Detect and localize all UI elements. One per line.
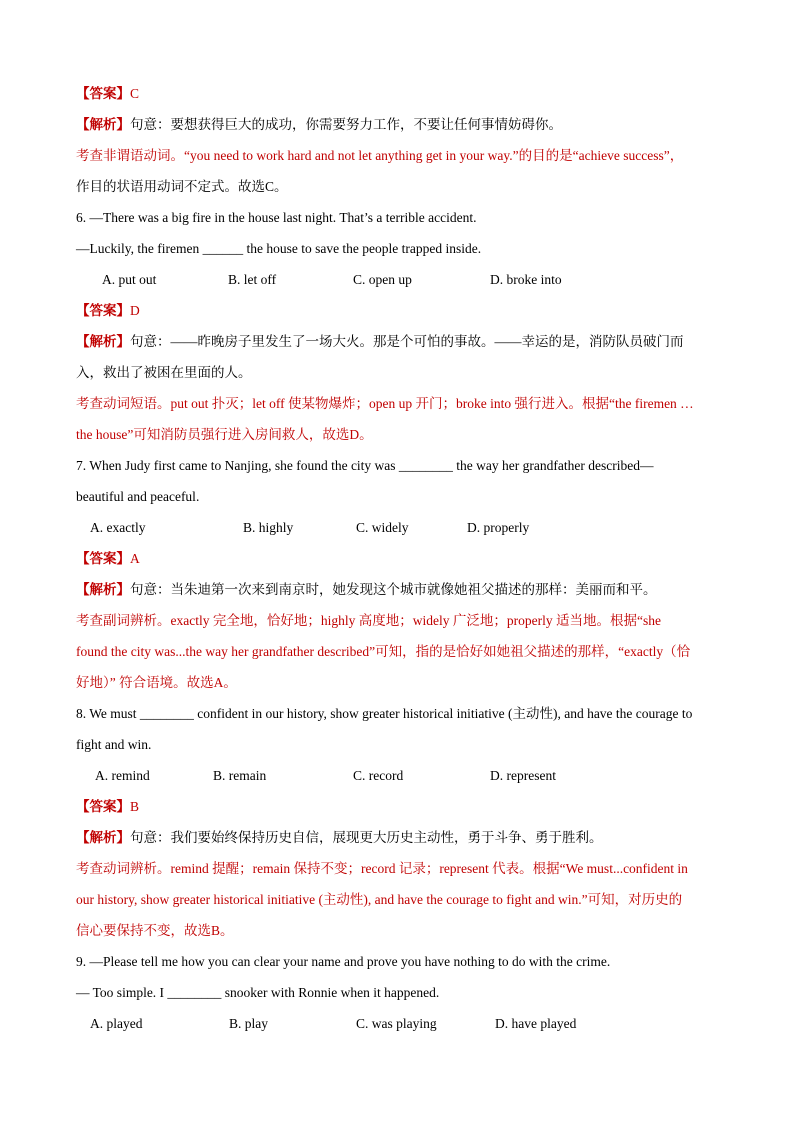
- q8-options: [76, 760, 726, 791]
- q7-option-c: C. widely: [356, 520, 409, 535]
- answer-tag: 【答案】: [76, 551, 130, 566]
- q8-stem-line2: fight and win.: [76, 737, 152, 752]
- q6-stem-line1: 6. —There was a big fire in the house last night. That’s a terrible accident.: [76, 210, 477, 225]
- answer-tag: 【答案】: [76, 303, 130, 318]
- q9-stem-line1: 9. —Please tell me how you can clear your name and prove you have nothing to do with the crime.: [76, 954, 611, 969]
- q5-explain-line1: 考查非谓语动词。“you need to work hard and not let anything get in your way.”的目的是“achieve success”，: [76, 148, 684, 163]
- q7-options: [76, 512, 726, 543]
- q7-explain-line2: found the city was...the way her grandfather described”可知，指的是恰好如她祖父描述的那样，“exactly（恰: [76, 644, 691, 659]
- q6-options: [76, 264, 726, 295]
- q8-option-b: B. remain: [213, 768, 267, 783]
- q7-stem-line2: beautiful and peaceful.: [76, 489, 200, 504]
- q8-stem-line1: 8. We must ________ confident in our history, show greater historical initiative (主动性), and have the courage to: [76, 706, 693, 721]
- q8-explain-line1: 考查动词辨析。remind 提醒；remain 保持不变；record 记录；represent 代表。根据“We must...confident in: [76, 861, 688, 876]
- q5-answer: C: [130, 86, 140, 101]
- q8-analysis-line: [76, 822, 726, 853]
- q8-explain-line3: 信心要保持不变，故选B。: [76, 923, 234, 938]
- q9-stem-line2: — Too simple. I ________ snooker with Ronnie when it happened.: [76, 985, 440, 1000]
- q6-option-a: A. put out: [102, 272, 157, 287]
- q7-explain-line1: 考查副词辨析。exactly 完全地，恰好地；highly 高度地；widely 广泛地；properly 适当地。根据“she: [76, 613, 661, 628]
- q6-analysis-line: [76, 326, 726, 357]
- q6-meaning-line2: 入，救出了被困在里面的人。: [76, 365, 252, 380]
- q7-answer-line: [76, 543, 726, 574]
- q6-answer: D: [130, 303, 140, 318]
- q7-option-d: D. properly: [467, 520, 530, 535]
- q5-meaning: 句意：要想获得巨大的成功，你需要努力工作，不要让任何事情妨碍你。: [130, 117, 562, 132]
- q9-options: [76, 1008, 726, 1039]
- analysis-tag: 【解析】: [76, 830, 130, 845]
- q6-option-b: B. let off: [228, 272, 277, 287]
- q7-stem-line1: 7. When Judy first came to Nanjing, she found the city was ________ the way her grandfather described—: [76, 458, 654, 473]
- document-page: [76, 78, 726, 1039]
- q5-analysis-line: [76, 109, 726, 140]
- q8-answer-line: [76, 791, 726, 822]
- q9-option-a: A. played: [90, 1016, 143, 1031]
- q6-option-c: C. open up: [353, 272, 412, 287]
- q7-explain-line3: 好地）” 符合语境。故选A。: [76, 675, 237, 690]
- q8-meaning: 句意：我们要始终保持历史自信，展现更大历史主动性，勇于斗争、勇于胜利。: [130, 830, 603, 845]
- q8-option-a: A. remind: [95, 768, 150, 783]
- analysis-tag: 【解析】: [76, 334, 130, 349]
- q8-answer: B: [130, 799, 140, 814]
- analysis-tag: 【解析】: [76, 117, 130, 132]
- q6-explain-line1: 考查动词短语。put out 扑灭；let off 使某物爆炸；open up 开门；broke into 强行进入。根据“the firemen …: [76, 396, 694, 411]
- answer-tag: 【答案】: [76, 799, 130, 814]
- analysis-tag: 【解析】: [76, 582, 130, 597]
- q5-answer-line: [76, 78, 726, 109]
- q7-option-b: B. highly: [243, 520, 294, 535]
- q7-option-a: A. exactly: [90, 520, 146, 535]
- q8-option-c: C. record: [353, 768, 404, 783]
- q6-stem-line2: —Luckily, the firemen ______ the house to save the people trapped inside.: [76, 241, 482, 256]
- q9-option-d: D. have played: [495, 1016, 577, 1031]
- q6-answer-line: [76, 295, 726, 326]
- q6-explain-line2: the house”可知消防员强行进入房间救人，故选D。: [76, 427, 373, 442]
- answer-tag: 【答案】: [76, 86, 130, 101]
- q9-option-c: C. was playing: [356, 1016, 437, 1031]
- q5-explain-line2: 作目的状语用动词不定式。故选C。: [76, 179, 288, 194]
- q8-option-d: D. represent: [490, 768, 556, 783]
- q8-explain-line2: our history, show greater historical initiative (主动性), and have the courage to fight and win.”可知，对历史的: [76, 892, 683, 907]
- q7-answer: A: [130, 551, 140, 566]
- q7-analysis-line: [76, 574, 726, 605]
- q9-option-b: B. play: [229, 1016, 268, 1031]
- q7-meaning: 句意：当朱迪第一次来到南京时，她发现这个城市就像她祖父描述的那样：美丽而和平。: [130, 582, 657, 597]
- q6-option-d: D. broke into: [490, 272, 562, 287]
- q6-meaning-line1: 句意：——昨晚房子里发生了一场大火。那是个可怕的事故。——幸运的是，消防队员破门而: [130, 334, 684, 349]
